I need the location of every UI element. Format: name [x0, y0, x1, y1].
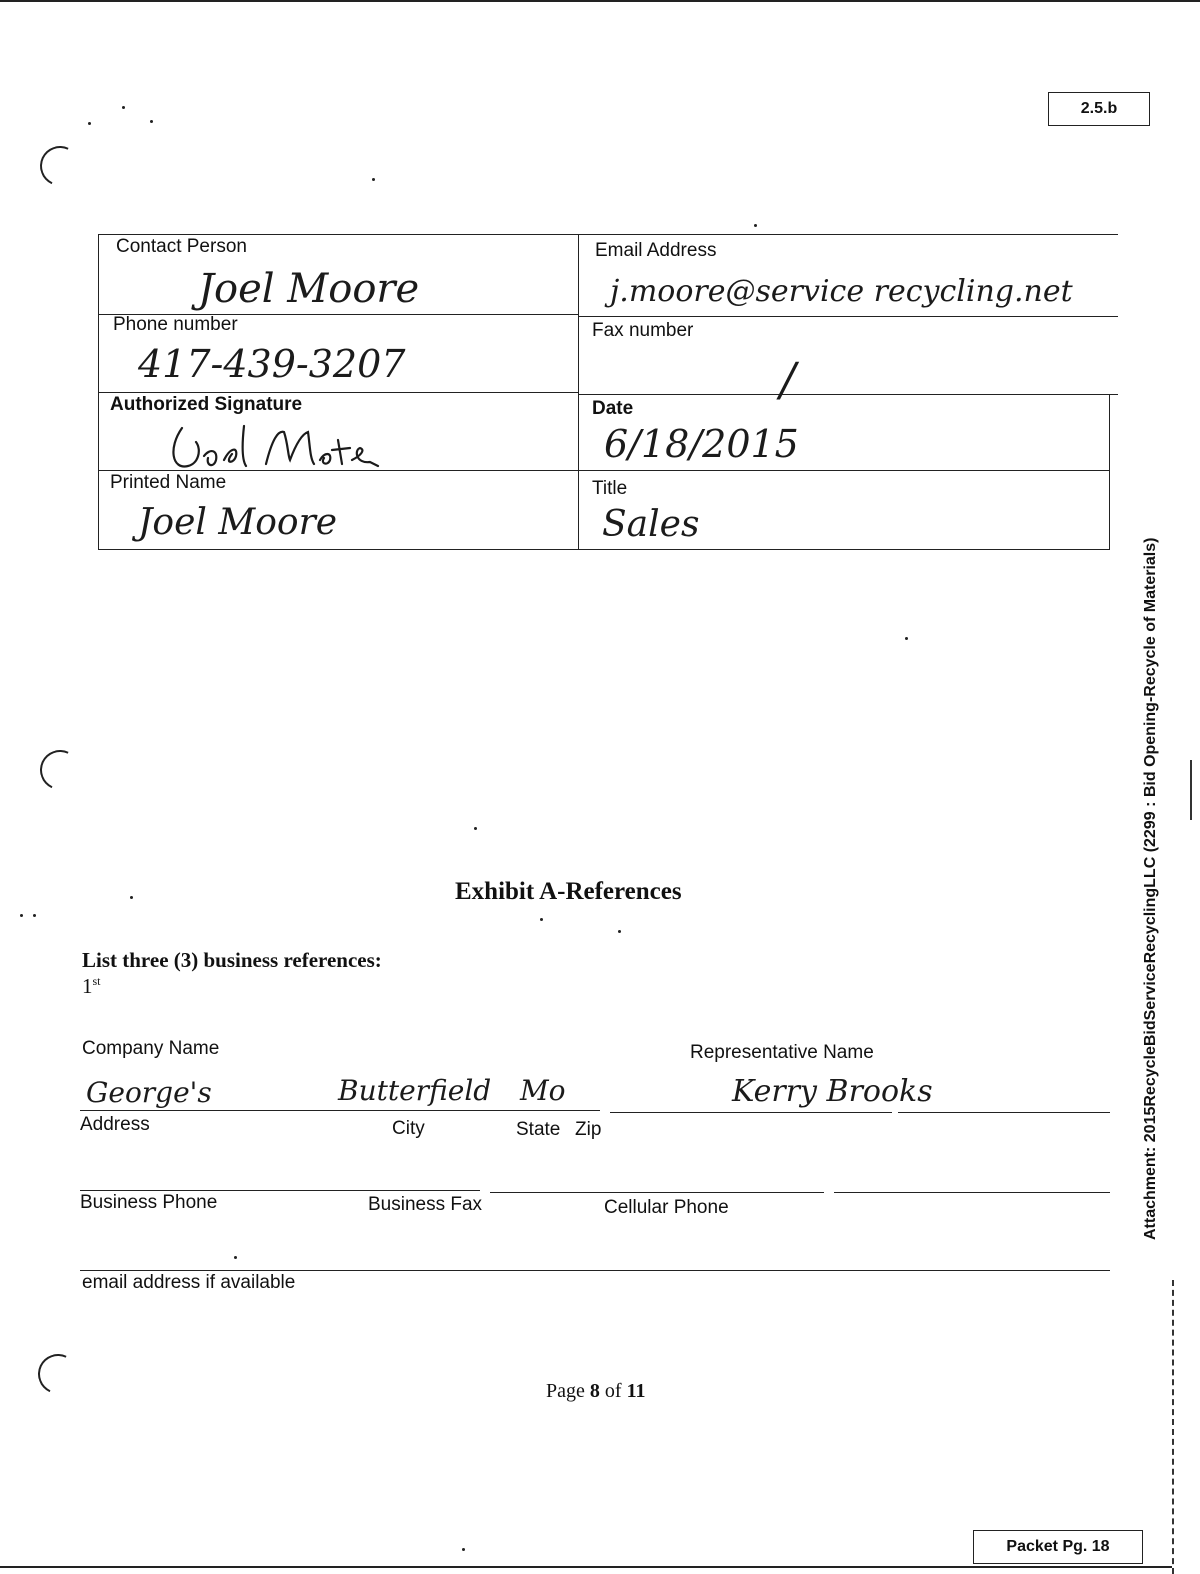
binder-hole-middle — [34, 744, 85, 795]
binder-hole-bottom — [32, 1348, 83, 1399]
date-value: 6/18/2015 — [604, 422, 799, 466]
title-label: Title — [592, 478, 628, 499]
city-value: Butterfield — [338, 1074, 492, 1107]
references-instruction: List three (3) business references: — [82, 948, 382, 972]
scan-speck — [33, 914, 36, 917]
state-value: Mo — [520, 1074, 566, 1107]
address-label: Address — [80, 1114, 150, 1135]
phone-value: 417-439-3207 — [138, 342, 406, 386]
business-phone-label: Business Phone — [80, 1192, 218, 1213]
scan-speck — [234, 1256, 237, 1259]
representative-line-extra — [898, 1112, 1110, 1113]
email-label: Email Address — [595, 240, 717, 261]
packet-stamp — [973, 1530, 1143, 1564]
authorized-signature — [158, 420, 398, 478]
contact-person-label: Contact Person — [116, 236, 247, 257]
email-line — [80, 1270, 1110, 1271]
representative-name-label: Representative Name — [690, 1042, 874, 1063]
printed-name-value: Joel Moore — [138, 502, 338, 543]
scan-speck — [754, 224, 757, 227]
scan-speck — [540, 918, 543, 921]
exhibit-heading: Exhibit A-References — [455, 878, 682, 905]
state-label: State — [516, 1119, 561, 1140]
address-line — [80, 1110, 600, 1111]
business-phone-line — [80, 1190, 480, 1191]
representative-value: Kerry Brooks — [732, 1074, 933, 1109]
cellular-phone-line — [834, 1192, 1110, 1193]
phone-label: Phone number — [113, 314, 238, 335]
page-number — [546, 1380, 645, 1403]
contact-person-value: Joel Moore — [198, 266, 420, 312]
email-address-label: email address if available — [82, 1272, 296, 1293]
business-fax-line — [490, 1192, 824, 1193]
title-value: Sales — [602, 504, 700, 545]
email-value: j.moore@service recycling.net — [610, 274, 1073, 309]
scan-speck — [372, 178, 375, 181]
reference-ordinal-number: 1 — [82, 974, 93, 998]
right-edge-mark-upper — [1190, 760, 1192, 820]
scan-speck — [474, 827, 477, 830]
scan-speck — [130, 896, 133, 899]
bottom-border — [0, 1566, 1172, 1568]
top-border — [0, 0, 1200, 2]
city-label: City — [392, 1118, 425, 1139]
binder-hole-top — [34, 140, 85, 191]
page-current: 8 — [589, 1380, 600, 1402]
page-of: of — [604, 1380, 622, 1402]
representative-line — [610, 1112, 892, 1113]
company-value: George's — [86, 1076, 212, 1109]
section-stamp — [1048, 92, 1150, 126]
scan-speck — [905, 637, 908, 640]
scan-speck — [618, 930, 621, 933]
fax-label: Fax number — [592, 320, 694, 341]
scan-speck — [20, 914, 23, 917]
reference-ordinal-suffix: st — [92, 974, 101, 988]
page-prefix: Page — [546, 1380, 585, 1402]
printed-name-label: Printed Name — [110, 472, 227, 493]
scan-speck — [122, 106, 125, 109]
scan-speck — [150, 120, 153, 123]
scan-speck — [462, 1548, 465, 1551]
fax-value: / — [780, 352, 796, 406]
section-stamp-label: 2.5.b — [1080, 100, 1118, 117]
company-name-label: Company Name — [82, 1038, 220, 1059]
business-fax-label: Business Fax — [368, 1194, 483, 1215]
zip-label: Zip — [575, 1119, 602, 1140]
reference-ordinal — [82, 974, 101, 999]
contact-form-table — [98, 234, 1118, 550]
scan-speck — [88, 122, 91, 125]
date-label: Date — [592, 398, 634, 419]
packet-stamp-label: Packet Pg. 18 — [1006, 1538, 1110, 1555]
cellular-phone-label: Cellular Phone — [604, 1197, 729, 1218]
signature-label: Authorized Signature — [110, 394, 303, 415]
attachment-sidebar-text: Attachment: 2015RecycleBidServiceRecyclingLLC (2299 : Bid Opening-Recycle of Materials) — [1142, 537, 1159, 1240]
page-total: 11 — [626, 1380, 646, 1402]
right-edge-mark — [1172, 1280, 1174, 1574]
